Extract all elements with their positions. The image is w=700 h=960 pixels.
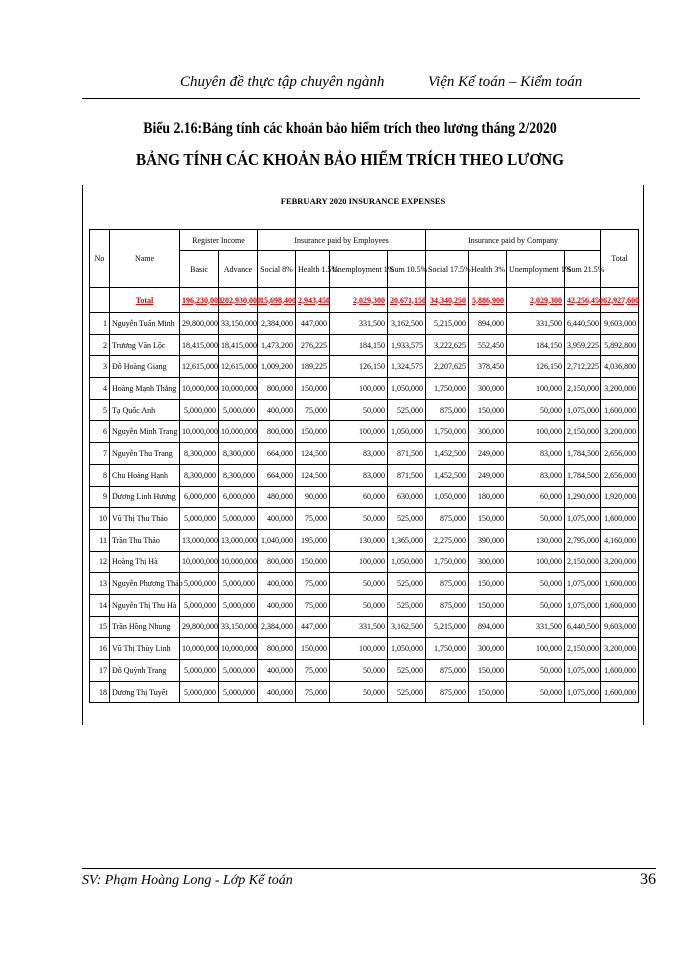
row-advance: 5,000,000 bbox=[219, 681, 258, 703]
row-co-health: 894,000 bbox=[469, 313, 507, 335]
spreadsheet-frame bbox=[82, 185, 644, 725]
row-emp-social: 480,000 bbox=[258, 486, 296, 508]
row-emp-sum: 1,050,000 bbox=[388, 378, 426, 400]
row-co-sum: 2,795,000 bbox=[565, 529, 601, 551]
row-advance: 8,300,000 bbox=[219, 464, 258, 486]
row-emp-unemployment: 83,000 bbox=[330, 464, 388, 486]
row-advance: 5,000,000 bbox=[219, 594, 258, 616]
row-name: Hoàng Thị Hà bbox=[110, 551, 180, 573]
total-emp-social: 15,698,400 bbox=[258, 288, 296, 313]
row-basic: 10,000,000 bbox=[180, 638, 219, 660]
row-emp-social: 800,000 bbox=[258, 551, 296, 573]
col-emp-unemployment: Unemployment 1% bbox=[330, 251, 388, 288]
row-advance: 12,615,000 bbox=[219, 356, 258, 378]
table-row bbox=[90, 378, 639, 400]
row-advance: 10,000,000 bbox=[219, 638, 258, 660]
col-paid-by-employees: Insurance paid by Employees bbox=[258, 230, 426, 251]
row-emp-social: 800,000 bbox=[258, 421, 296, 443]
row-co-social: 1,050,000 bbox=[426, 486, 469, 508]
row-emp-unemployment: 50,000 bbox=[330, 594, 388, 616]
row-emp-sum: 525,000 bbox=[388, 660, 426, 682]
table-row bbox=[90, 660, 639, 682]
row-no: 11 bbox=[90, 529, 110, 551]
row-emp-unemployment: 50,000 bbox=[330, 508, 388, 530]
row-co-social: 2,207,625 bbox=[426, 356, 469, 378]
row-co-health: 552,450 bbox=[469, 334, 507, 356]
row-emp-health: 447,000 bbox=[296, 616, 330, 638]
row-co-health: 150,000 bbox=[469, 573, 507, 595]
row-no: 16 bbox=[90, 638, 110, 660]
row-advance: 8,300,000 bbox=[219, 443, 258, 465]
row-name: Nguyễn Minh Trang bbox=[110, 421, 180, 443]
row-emp-health: 276,225 bbox=[296, 334, 330, 356]
row-emp-social: 2,384,000 bbox=[258, 313, 296, 335]
row-co-social: 3,222,625 bbox=[426, 334, 469, 356]
row-co-health: 300,000 bbox=[469, 378, 507, 400]
row-basic: 13,000,000 bbox=[180, 529, 219, 551]
row-co-health: 378,450 bbox=[469, 356, 507, 378]
row-emp-sum: 1,933,575 bbox=[388, 334, 426, 356]
row-emp-unemployment: 50,000 bbox=[330, 399, 388, 421]
row-emp-health: 150,000 bbox=[296, 421, 330, 443]
total-label: Total bbox=[110, 288, 180, 313]
row-co-sum: 6,440,500 bbox=[565, 313, 601, 335]
row-co-sum: 1,290,000 bbox=[565, 486, 601, 508]
row-basic: 5,000,000 bbox=[180, 508, 219, 530]
row-emp-unemployment: 50,000 bbox=[330, 573, 388, 595]
total-co-unemployment: 2,029,300 bbox=[507, 288, 565, 313]
row-emp-health: 195,000 bbox=[296, 529, 330, 551]
row-co-sum: 6,440,500 bbox=[565, 616, 601, 638]
row-advance: 10,000,000 bbox=[219, 378, 258, 400]
table-row bbox=[90, 681, 639, 703]
table-row bbox=[90, 443, 639, 465]
row-advance: 6,000,000 bbox=[219, 486, 258, 508]
table-heading: BẢNG TÍNH CÁC KHOẢN BẢO HIỂM TRÍCH THEO LƯƠNG bbox=[136, 150, 564, 169]
row-co-health: 300,000 bbox=[469, 551, 507, 573]
row-total: 1,600,000 bbox=[601, 399, 639, 421]
total-basic: 196,230,000 bbox=[180, 288, 219, 313]
row-co-unemployment: 50,000 bbox=[507, 399, 565, 421]
row-advance: 5,000,000 bbox=[219, 399, 258, 421]
row-emp-health: 124,500 bbox=[296, 443, 330, 465]
row-basic: 10,000,000 bbox=[180, 551, 219, 573]
row-name: Trần Hồng Nhung bbox=[110, 616, 180, 638]
row-emp-unemployment: 100,000 bbox=[330, 638, 388, 660]
row-total: 1,920,000 bbox=[601, 486, 639, 508]
row-basic: 5,000,000 bbox=[180, 399, 219, 421]
row-co-health: 300,000 bbox=[469, 421, 507, 443]
table-row bbox=[90, 313, 639, 335]
row-co-unemployment: 100,000 bbox=[507, 378, 565, 400]
row-co-social: 875,000 bbox=[426, 399, 469, 421]
row-co-sum: 1,075,000 bbox=[565, 594, 601, 616]
row-total: 5,892,800 bbox=[601, 334, 639, 356]
row-total: 1,600,000 bbox=[601, 681, 639, 703]
col-advance: Advance bbox=[219, 251, 258, 288]
row-basic: 12,615,000 bbox=[180, 356, 219, 378]
row-emp-social: 800,000 bbox=[258, 638, 296, 660]
row-emp-social: 664,000 bbox=[258, 464, 296, 486]
row-emp-unemployment: 50,000 bbox=[330, 660, 388, 682]
row-name: Dương Linh Hương bbox=[110, 486, 180, 508]
row-no: 18 bbox=[90, 681, 110, 703]
row-name: Vũ Thị Thùy Linh bbox=[110, 638, 180, 660]
row-emp-health: 189,225 bbox=[296, 356, 330, 378]
row-emp-health: 75,000 bbox=[296, 573, 330, 595]
row-basic: 18,415,000 bbox=[180, 334, 219, 356]
total-co-social: 34,340,250 bbox=[426, 288, 469, 313]
row-no: 7 bbox=[90, 443, 110, 465]
row-emp-sum: 525,000 bbox=[388, 681, 426, 703]
row-co-social: 1,750,000 bbox=[426, 378, 469, 400]
row-total: 2,656,000 bbox=[601, 443, 639, 465]
row-co-social: 2,275,000 bbox=[426, 529, 469, 551]
row-total: 1,600,000 bbox=[601, 508, 639, 530]
row-emp-health: 75,000 bbox=[296, 660, 330, 682]
row-emp-unemployment: 184,150 bbox=[330, 334, 388, 356]
row-co-social: 875,000 bbox=[426, 508, 469, 530]
row-emp-health: 75,000 bbox=[296, 399, 330, 421]
row-emp-sum: 1,365,000 bbox=[388, 529, 426, 551]
table-row bbox=[90, 594, 639, 616]
row-advance: 33,150,000 bbox=[219, 313, 258, 335]
row-co-social: 875,000 bbox=[426, 594, 469, 616]
row-emp-unemployment: 100,000 bbox=[330, 551, 388, 573]
page-number: 36 bbox=[640, 871, 656, 888]
row-co-unemployment: 83,000 bbox=[507, 464, 565, 486]
row-no: 17 bbox=[90, 660, 110, 682]
row-emp-unemployment: 331,500 bbox=[330, 616, 388, 638]
total-emp-sum: 20,671,150 bbox=[388, 288, 426, 313]
total-co-sum: 42,256,450 bbox=[565, 288, 601, 313]
row-basic: 29,800,000 bbox=[180, 616, 219, 638]
total-row bbox=[90, 288, 639, 313]
row-name: Nguyễn Phương Thảo bbox=[110, 573, 180, 595]
total-co-health: 5,886,900 bbox=[469, 288, 507, 313]
row-emp-social: 1,009,200 bbox=[258, 356, 296, 378]
row-basic: 5,000,000 bbox=[180, 594, 219, 616]
col-co-sum: Sum 21.5% bbox=[565, 251, 601, 288]
figure-caption: Biểu 2.16:Bảng tính các khoản bảo hiểm trích theo lương tháng 2/2020 bbox=[143, 120, 557, 137]
row-co-sum: 2,150,000 bbox=[565, 638, 601, 660]
row-no: 1 bbox=[90, 313, 110, 335]
header-left-text: Chuyên đề thực tập chuyên ngành bbox=[180, 74, 385, 90]
row-emp-social: 1,040,000 bbox=[258, 529, 296, 551]
row-emp-unemployment: 83,000 bbox=[330, 443, 388, 465]
row-co-health: 894,000 bbox=[469, 616, 507, 638]
header-row-1 bbox=[90, 230, 639, 251]
row-co-unemployment: 83,000 bbox=[507, 443, 565, 465]
col-paid-by-company: Insurance paid by Company bbox=[426, 230, 601, 251]
row-name: Vũ Thị Thu Thảo bbox=[110, 508, 180, 530]
row-co-sum: 1,784,500 bbox=[565, 443, 601, 465]
row-no: 6 bbox=[90, 421, 110, 443]
col-co-social: Social 17.5% bbox=[426, 251, 469, 288]
row-no: 8 bbox=[90, 464, 110, 486]
row-name: Nguyễn Tuấn Minh bbox=[110, 313, 180, 335]
col-total: Total bbox=[601, 230, 639, 288]
row-co-health: 150,000 bbox=[469, 660, 507, 682]
row-co-unemployment: 130,000 bbox=[507, 529, 565, 551]
row-co-sum: 2,150,000 bbox=[565, 421, 601, 443]
row-emp-unemployment: 60,000 bbox=[330, 486, 388, 508]
col-emp-health: Health 1.5% bbox=[296, 251, 330, 288]
row-co-unemployment: 50,000 bbox=[507, 660, 565, 682]
table-row bbox=[90, 529, 639, 551]
row-emp-social: 1,473,200 bbox=[258, 334, 296, 356]
row-emp-health: 150,000 bbox=[296, 378, 330, 400]
row-total: 9,603,000 bbox=[601, 313, 639, 335]
row-co-unemployment: 60,000 bbox=[507, 486, 565, 508]
table-row bbox=[90, 616, 639, 638]
row-basic: 8,300,000 bbox=[180, 464, 219, 486]
row-no: 13 bbox=[90, 573, 110, 595]
row-advance: 10,000,000 bbox=[219, 551, 258, 573]
col-emp-social: Social 8% bbox=[258, 251, 296, 288]
row-emp-health: 90,000 bbox=[296, 486, 330, 508]
row-co-social: 875,000 bbox=[426, 573, 469, 595]
insurance-table bbox=[89, 229, 639, 703]
row-emp-health: 150,000 bbox=[296, 551, 330, 573]
col-basic: Basic bbox=[180, 251, 219, 288]
row-emp-social: 400,000 bbox=[258, 681, 296, 703]
row-emp-health: 150,000 bbox=[296, 638, 330, 660]
row-emp-unemployment: 331,500 bbox=[330, 313, 388, 335]
col-co-health: Health 3% bbox=[469, 251, 507, 288]
page-footer bbox=[82, 868, 656, 893]
col-no: No bbox=[90, 230, 110, 288]
row-emp-social: 800,000 bbox=[258, 378, 296, 400]
row-co-social: 875,000 bbox=[426, 681, 469, 703]
table-row bbox=[90, 356, 639, 378]
row-advance: 5,000,000 bbox=[219, 508, 258, 530]
row-name: Dương Thị Tuyết bbox=[110, 681, 180, 703]
row-co-unemployment: 331,500 bbox=[507, 616, 565, 638]
row-emp-health: 75,000 bbox=[296, 681, 330, 703]
row-emp-unemployment: 50,000 bbox=[330, 681, 388, 703]
row-co-health: 249,000 bbox=[469, 443, 507, 465]
row-name: Chu Hoàng Hạnh bbox=[110, 464, 180, 486]
row-co-social: 5,215,000 bbox=[426, 313, 469, 335]
row-emp-unemployment: 100,000 bbox=[330, 378, 388, 400]
row-basic: 10,000,000 bbox=[180, 378, 219, 400]
row-emp-social: 664,000 bbox=[258, 443, 296, 465]
row-basic: 10,000,000 bbox=[180, 421, 219, 443]
row-co-unemployment: 331,500 bbox=[507, 313, 565, 335]
table-row bbox=[90, 399, 639, 421]
header-right-text: Viện Kế toán – Kiểm toán bbox=[428, 74, 583, 90]
row-no: 3 bbox=[90, 356, 110, 378]
row-no: 2 bbox=[90, 334, 110, 356]
row-co-sum: 2,150,000 bbox=[565, 551, 601, 573]
col-name: Name bbox=[110, 230, 180, 288]
row-emp-sum: 525,000 bbox=[388, 594, 426, 616]
row-no: 4 bbox=[90, 378, 110, 400]
table-row bbox=[90, 464, 639, 486]
row-co-social: 1,750,000 bbox=[426, 638, 469, 660]
row-co-unemployment: 50,000 bbox=[507, 508, 565, 530]
row-co-sum: 1,075,000 bbox=[565, 681, 601, 703]
row-no: 9 bbox=[90, 486, 110, 508]
table-row bbox=[90, 334, 639, 356]
row-emp-unemployment: 130,000 bbox=[330, 529, 388, 551]
row-co-social: 1,452,500 bbox=[426, 464, 469, 486]
row-co-sum: 2,712,225 bbox=[565, 356, 601, 378]
row-emp-social: 400,000 bbox=[258, 573, 296, 595]
row-basic: 8,300,000 bbox=[180, 443, 219, 465]
col-co-unemployment: Unemployment 1% bbox=[507, 251, 565, 288]
row-name: Nguyễn Thị Thu Hà bbox=[110, 594, 180, 616]
row-emp-sum: 1,050,000 bbox=[388, 421, 426, 443]
row-emp-unemployment: 126,150 bbox=[330, 356, 388, 378]
row-co-health: 150,000 bbox=[469, 681, 507, 703]
row-advance: 18,415,000 bbox=[219, 334, 258, 356]
row-emp-social: 400,000 bbox=[258, 399, 296, 421]
row-total: 3,200,000 bbox=[601, 638, 639, 660]
row-co-health: 150,000 bbox=[469, 594, 507, 616]
row-co-health: 180,000 bbox=[469, 486, 507, 508]
row-emp-sum: 1,324,575 bbox=[388, 356, 426, 378]
table-row bbox=[90, 573, 639, 595]
row-no: 15 bbox=[90, 616, 110, 638]
row-basic: 5,000,000 bbox=[180, 660, 219, 682]
row-emp-unemployment: 100,000 bbox=[330, 421, 388, 443]
row-co-social: 1,750,000 bbox=[426, 551, 469, 573]
row-co-sum: 1,784,500 bbox=[565, 464, 601, 486]
row-co-social: 1,750,000 bbox=[426, 421, 469, 443]
table-row bbox=[90, 508, 639, 530]
row-no: 12 bbox=[90, 551, 110, 573]
row-co-sum: 1,075,000 bbox=[565, 573, 601, 595]
row-basic: 5,000,000 bbox=[180, 681, 219, 703]
row-advance: 33,150,000 bbox=[219, 616, 258, 638]
sheet-title: FEBRUARY 2020 INSURANCE EXPENSES bbox=[280, 196, 446, 206]
row-co-sum: 1,075,000 bbox=[565, 399, 601, 421]
row-emp-social: 400,000 bbox=[258, 660, 296, 682]
row-total: 3,200,000 bbox=[601, 421, 639, 443]
row-co-unemployment: 50,000 bbox=[507, 573, 565, 595]
row-total: 1,600,000 bbox=[601, 594, 639, 616]
col-emp-sum: Sum 10.5% bbox=[388, 251, 426, 288]
table-row bbox=[90, 421, 639, 443]
row-name: Hoàng Mạnh Thắng bbox=[110, 378, 180, 400]
row-co-sum: 2,150,000 bbox=[565, 378, 601, 400]
row-name: Tạ Quốc Anh bbox=[110, 399, 180, 421]
row-total: 1,600,000 bbox=[601, 573, 639, 595]
row-co-sum: 1,075,000 bbox=[565, 660, 601, 682]
row-emp-health: 75,000 bbox=[296, 508, 330, 530]
row-emp-social: 2,384,000 bbox=[258, 616, 296, 638]
row-co-sum: 3,959,225 bbox=[565, 334, 601, 356]
total-emp-health: 2,943,450 bbox=[296, 288, 330, 313]
row-co-social: 1,452,500 bbox=[426, 443, 469, 465]
row-co-unemployment: 50,000 bbox=[507, 681, 565, 703]
row-co-health: 150,000 bbox=[469, 399, 507, 421]
row-basic: 29,800,000 bbox=[180, 313, 219, 335]
row-emp-health: 447,000 bbox=[296, 313, 330, 335]
row-co-unemployment: 100,000 bbox=[507, 421, 565, 443]
row-emp-sum: 3,162,500 bbox=[388, 313, 426, 335]
row-emp-sum: 871,500 bbox=[388, 443, 426, 465]
row-co-health: 150,000 bbox=[469, 508, 507, 530]
total-total: 62,927,600 bbox=[601, 288, 639, 313]
row-advance: 10,000,000 bbox=[219, 421, 258, 443]
col-register-income: Register Income bbox=[180, 230, 258, 251]
row-emp-sum: 525,000 bbox=[388, 508, 426, 530]
row-co-sum: 1,075,000 bbox=[565, 508, 601, 530]
row-co-social: 5,215,000 bbox=[426, 616, 469, 638]
row-total: 4,036,800 bbox=[601, 356, 639, 378]
row-co-unemployment: 50,000 bbox=[507, 594, 565, 616]
row-co-unemployment: 184,150 bbox=[507, 334, 565, 356]
row-co-unemployment: 100,000 bbox=[507, 638, 565, 660]
row-emp-sum: 871,500 bbox=[388, 464, 426, 486]
row-co-health: 300,000 bbox=[469, 638, 507, 660]
footer-author: SV: Phạm Hoàng Long - Lớp Kế toán bbox=[82, 873, 293, 888]
row-name: Đỗ Quỳnh Trang bbox=[110, 660, 180, 682]
row-co-unemployment: 100,000 bbox=[507, 551, 565, 573]
row-co-health: 390,000 bbox=[469, 529, 507, 551]
row-no: 10 bbox=[90, 508, 110, 530]
row-total: 1,600,000 bbox=[601, 660, 639, 682]
table-row bbox=[90, 486, 639, 508]
row-emp-health: 75,000 bbox=[296, 594, 330, 616]
row-co-unemployment: 126,150 bbox=[507, 356, 565, 378]
row-co-health: 249,000 bbox=[469, 464, 507, 486]
row-emp-social: 400,000 bbox=[258, 508, 296, 530]
row-total: 2,656,000 bbox=[601, 464, 639, 486]
table-row bbox=[90, 638, 639, 660]
row-basic: 5,000,000 bbox=[180, 573, 219, 595]
total-advance: 202,930,000 bbox=[219, 288, 258, 313]
row-basic: 6,000,000 bbox=[180, 486, 219, 508]
row-emp-sum: 1,050,000 bbox=[388, 551, 426, 573]
row-emp-sum: 1,050,000 bbox=[388, 638, 426, 660]
row-emp-social: 400,000 bbox=[258, 594, 296, 616]
total-emp-unemployment: 2,029,300 bbox=[330, 288, 388, 313]
total-no bbox=[90, 288, 110, 313]
row-name: Đỗ Hoàng Giang bbox=[110, 356, 180, 378]
row-emp-sum: 630,000 bbox=[388, 486, 426, 508]
row-advance: 5,000,000 bbox=[219, 573, 258, 595]
row-name: Trần Thu Thảo bbox=[110, 529, 180, 551]
row-no: 14 bbox=[90, 594, 110, 616]
table-row bbox=[90, 551, 639, 573]
row-advance: 13,000,000 bbox=[219, 529, 258, 551]
row-advance: 5,000,000 bbox=[219, 660, 258, 682]
row-total: 3,200,000 bbox=[601, 378, 639, 400]
page-header bbox=[82, 72, 640, 99]
row-total: 3,200,000 bbox=[601, 551, 639, 573]
row-emp-health: 124,500 bbox=[296, 464, 330, 486]
row-no: 5 bbox=[90, 399, 110, 421]
row-co-social: 875,000 bbox=[426, 660, 469, 682]
row-total: 9,603,000 bbox=[601, 616, 639, 638]
row-total: 4,160,000 bbox=[601, 529, 639, 551]
row-name: Trương Văn Lộc bbox=[110, 334, 180, 356]
row-emp-sum: 3,162,500 bbox=[388, 616, 426, 638]
row-emp-sum: 525,000 bbox=[388, 399, 426, 421]
row-emp-sum: 525,000 bbox=[388, 573, 426, 595]
row-name: Nguyễn Thu Trang bbox=[110, 443, 180, 465]
